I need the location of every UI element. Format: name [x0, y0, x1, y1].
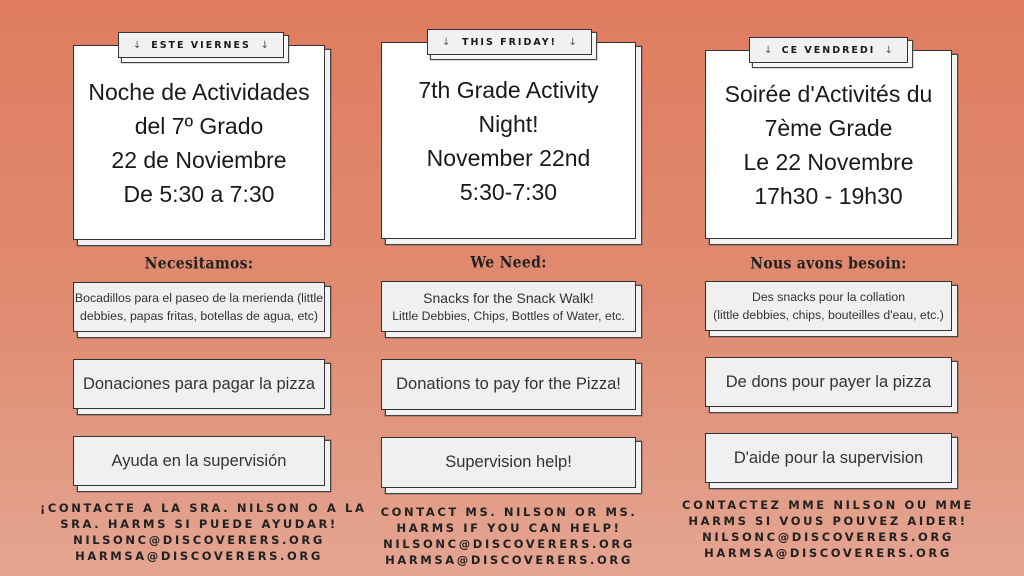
item-donations-french: De dons pour payer la pizza	[705, 357, 952, 407]
heading-line: 7ème Grade	[764, 114, 893, 141]
heading-line: Soirée d'Activités du	[724, 80, 933, 107]
contact-email: HARMSA@DISCOVERERS.ORG	[704, 546, 952, 560]
item-line: Little Debbies, Chips, Bottles of Water, etc.	[392, 308, 625, 323]
contact-english	[360, 504, 658, 568]
tab-text: THIS FRIDAY!	[462, 36, 557, 48]
item-line: Snacks for the Snack Walk!	[423, 289, 594, 306]
item-donations-spanish: Donaciones para pagar la pizza	[73, 359, 325, 409]
item-supervision-french: D'aide pour la supervision	[705, 433, 952, 483]
arrow-down-icon: ↓	[884, 44, 893, 56]
contact-line: CONTACT MS. NILSON OR MS.	[380, 505, 638, 519]
contact-line: SRA. HARMS SI PUEDE AYUDAR!	[60, 517, 338, 531]
contact-line: HARMS SI VOUS POUVEZ AIDER!	[688, 514, 968, 528]
item-supervision-english: Supervision help!	[381, 437, 636, 488]
item-line: (little debbies, chips, bouteilles d'eau, etc.)	[713, 308, 944, 322]
need-title-french: Nous avons besoin:	[750, 254, 907, 274]
heading-line: 5:30-7:30	[459, 178, 558, 205]
tab-label-french	[749, 37, 908, 63]
heading-line: 17h30 - 19h30	[754, 182, 903, 209]
heading-line: 22 de Noviembre	[111, 146, 287, 173]
arrow-down-icon: ↓	[442, 36, 451, 48]
tab-label-spanish	[118, 32, 284, 58]
heading-line: 7th Grade Activity	[418, 76, 599, 103]
contact-email: NILSONC@DISCOVERERS.ORG	[73, 533, 325, 547]
contact-line: ¡CONTACTE A LA SRA. NILSON O A LA	[40, 501, 367, 515]
contact-email: NILSONC@DISCOVERERS.ORG	[383, 537, 635, 551]
item-snacks-french	[705, 281, 952, 331]
item-line: Des snacks pour la collation	[751, 290, 906, 304]
need-title-spanish: Necesitamos:	[144, 254, 254, 274]
arrow-down-icon: ↓	[133, 39, 142, 51]
tab-label-english	[427, 29, 592, 55]
need-title-english: We Need:	[470, 253, 547, 273]
contact-email: HARMSA@DISCOVERERS.ORG	[75, 549, 323, 563]
heading-line: Noche de Actividades	[88, 78, 310, 105]
contact-spanish	[40, 500, 367, 564]
contact-line: CONTACTEZ MME NILSON OU MME	[682, 498, 974, 512]
item-snacks-spanish	[73, 282, 325, 332]
tab-text: CE VENDREDI	[781, 44, 876, 56]
arrow-down-icon: ↓	[568, 36, 577, 48]
contact-email: HARMSA@DISCOVERERS.ORG	[385, 553, 633, 567]
arrow-down-icon: ↓	[260, 39, 269, 51]
arrow-down-icon: ↓	[764, 44, 773, 56]
heading-line: Night!	[478, 110, 539, 137]
tab-text: ESTE VIERNES	[151, 39, 251, 51]
heading-line: del 7º Grado	[134, 112, 264, 139]
item-donations-english: Donations to pay for the Pizza!	[381, 359, 636, 410]
heading-card-spanish	[73, 45, 325, 240]
heading-line: De 5:30 a 7:30	[123, 180, 275, 207]
contact-french	[680, 497, 976, 561]
item-line: Bocadillos para el paseo de la merienda (little	[74, 291, 324, 305]
heading-line: Le 22 Novembre	[743, 148, 914, 175]
item-line: debbies, papas fritas, botellas de agua, etc)	[80, 309, 318, 323]
heading-card-french	[705, 50, 952, 239]
heading-line: November 22nd	[426, 144, 591, 171]
contact-email: NILSONC@DISCOVERERS.ORG	[702, 530, 954, 544]
contact-line: HARMS IF YOU CAN HELP!	[396, 521, 622, 535]
item-snacks-english	[381, 281, 636, 332]
heading-card-english	[381, 42, 636, 239]
item-supervision-spanish: Ayuda en la supervisión	[73, 436, 325, 486]
